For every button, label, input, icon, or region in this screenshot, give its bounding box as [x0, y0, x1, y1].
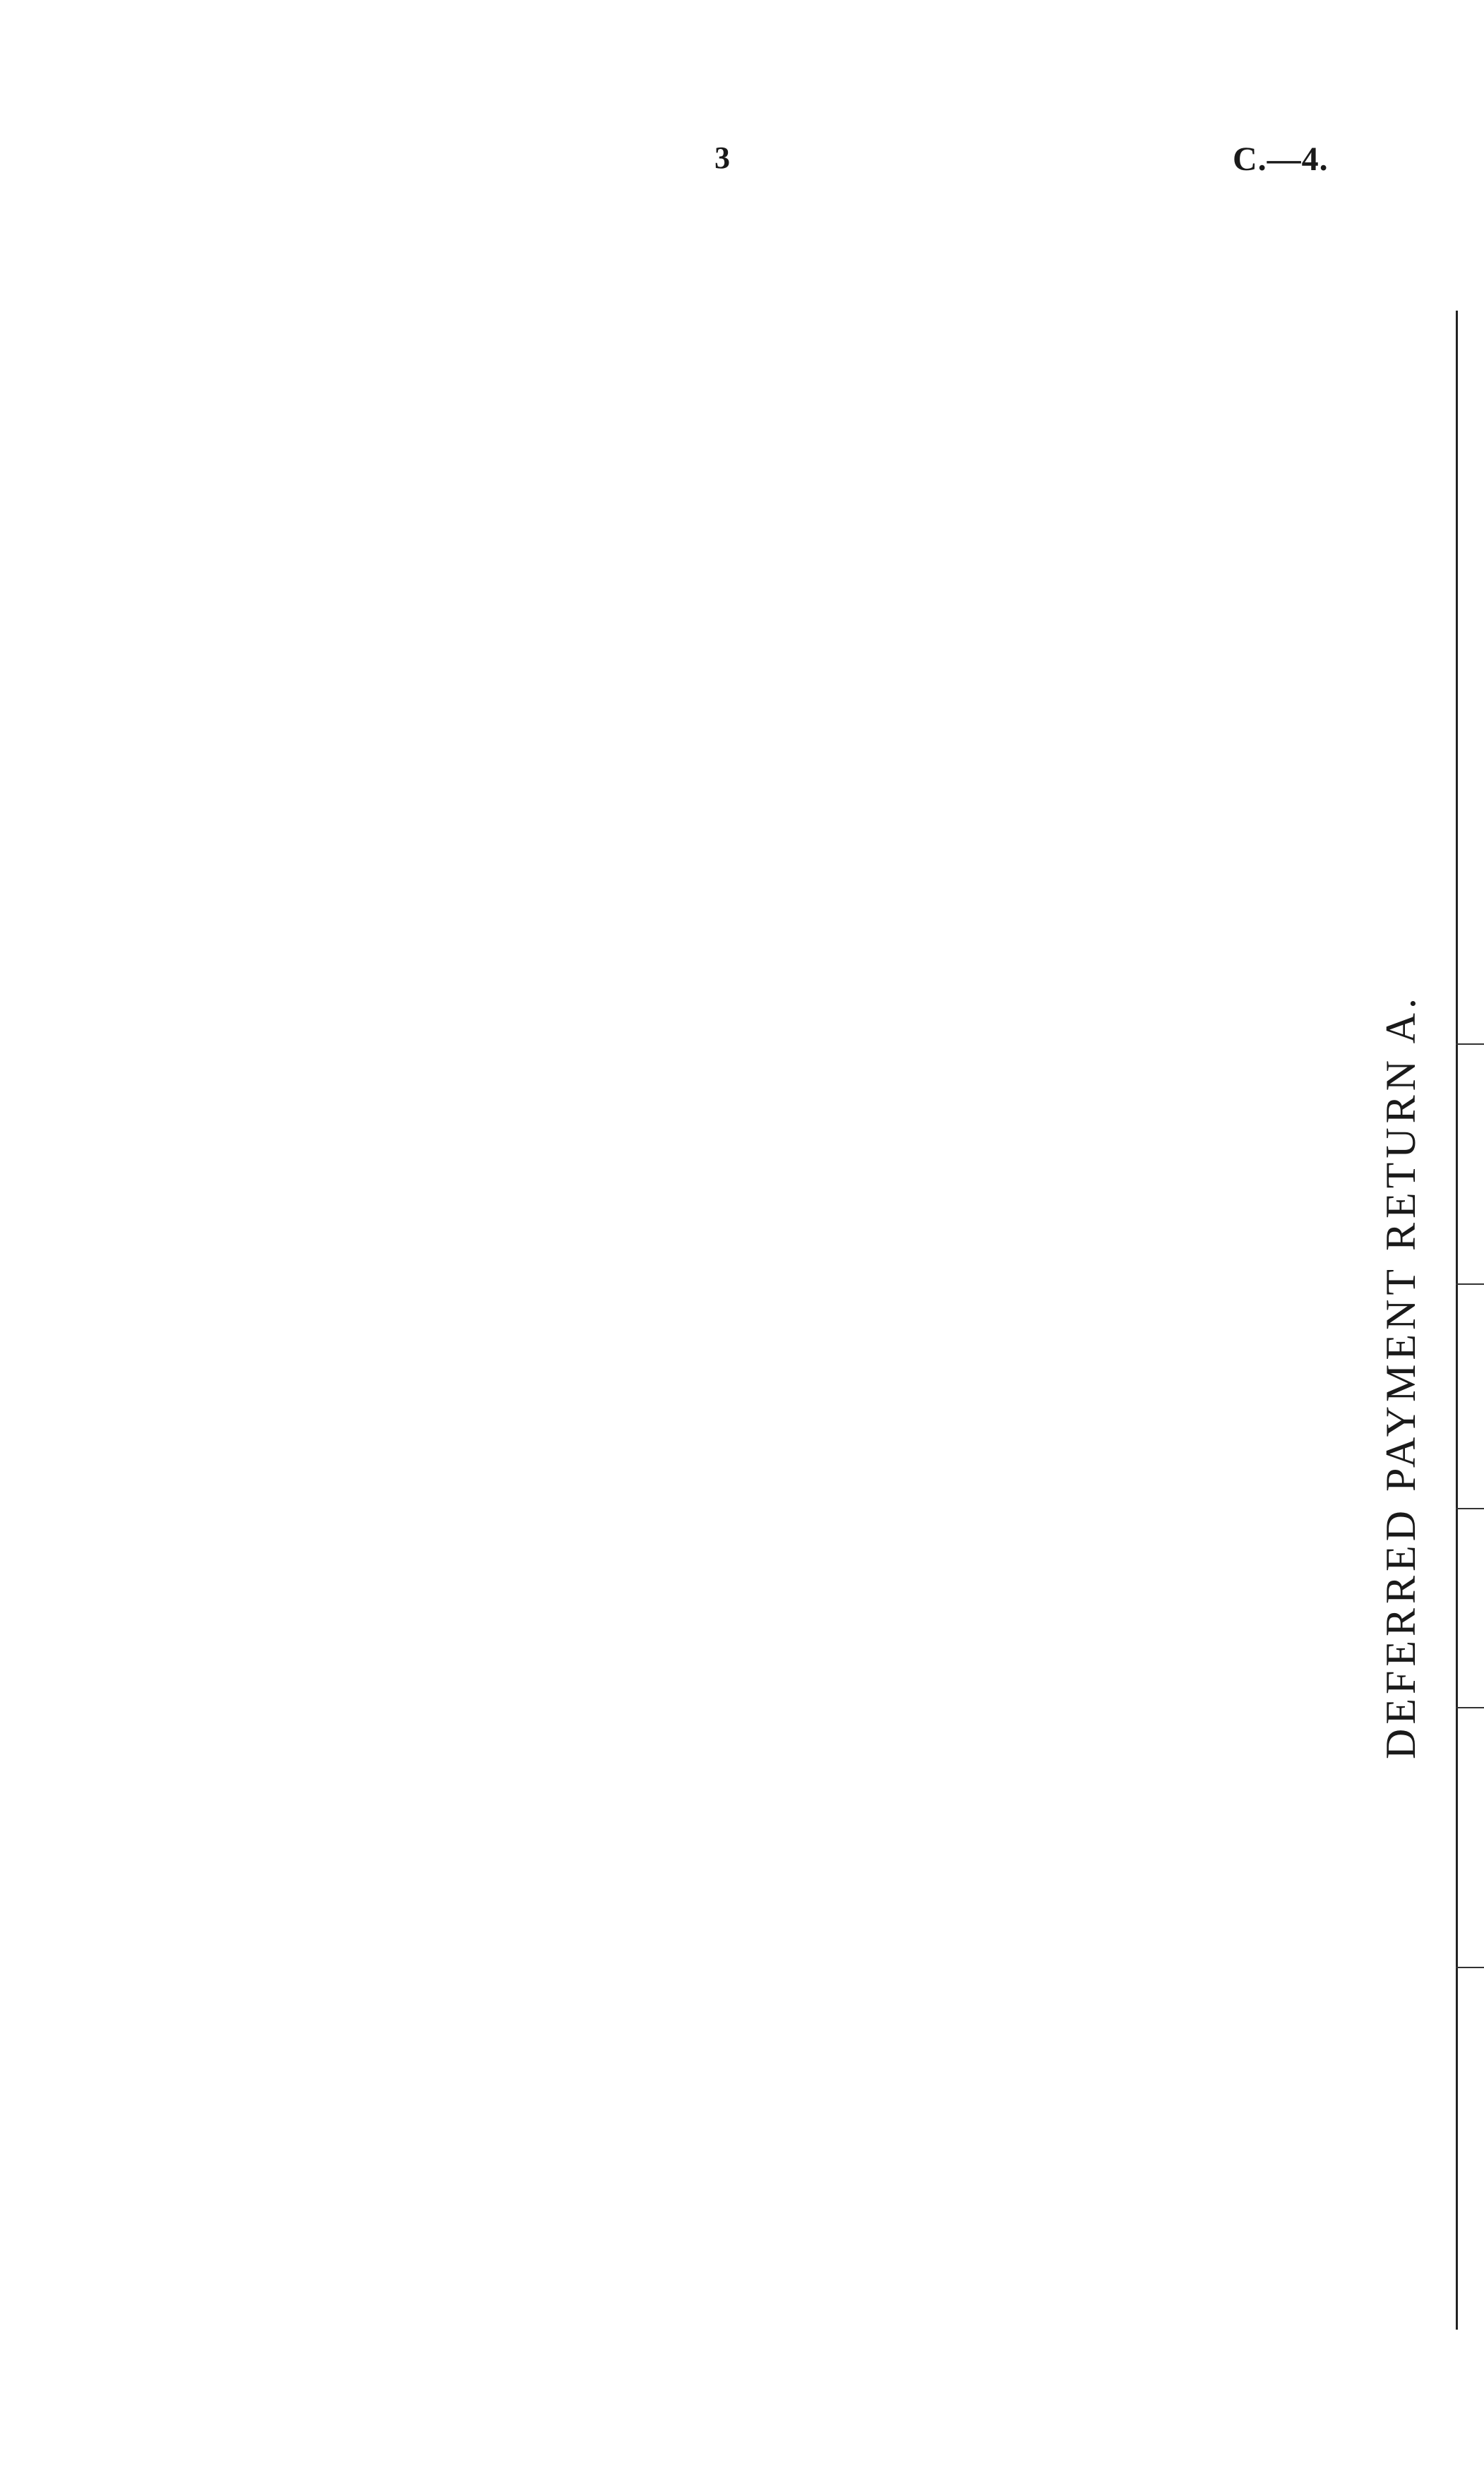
- page-title: DEFERRED PAYMENT RETURN A.: [1377, 994, 1424, 1759]
- header-available: [1456, 1045, 1484, 1285]
- page-number: 3: [714, 140, 730, 175]
- header-settled: [1456, 1285, 1484, 1509]
- header-appropriated: [1456, 1708, 1484, 1968]
- deferred-payment-table: [1456, 311, 1484, 2330]
- header-district: [1456, 1968, 1484, 2330]
- header-remarks: [1456, 311, 1484, 1045]
- document-reference: C.—4.: [1233, 140, 1329, 178]
- rotated-return-table: [1377, 169, 1484, 2330]
- header-surveyed: [1456, 1509, 1484, 1708]
